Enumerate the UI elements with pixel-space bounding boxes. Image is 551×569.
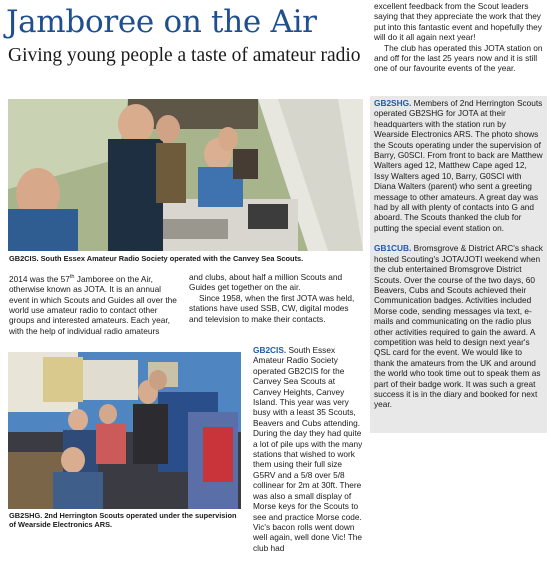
top-right-text [374,1,546,74]
intro-col2-paragraph-1: and clubs, about half a million Scouts and Guides get together on the air. [189,272,343,293]
photo-canvey-scouts-image [8,99,363,251]
intro-column-1 [9,272,177,336]
gb2cis-head: GB2CIS. [253,345,287,355]
top-right-paragraph-2: The club has operated this JOTA station on and off for the last 25 years now and it is still one of our favourite events of the year. [374,42,543,74]
caption-photo-2: GB2SHG. 2nd Herrington Scouts operated under the supervision of Wearside Electronics ARS. [9,511,237,530]
article-subtitle: Giving young people a taste of amateur radio [8,45,361,66]
photo-herrington-scouts-image [8,352,241,509]
photo-herrington-scouts [8,352,241,509]
caption-photo-1: GB2CIS. South Essex Amateur Radio Society operated with the Canvey Sea Scouts. [9,254,304,263]
intro-col1-sup: th [69,274,75,280]
intro-column-2 [189,272,361,324]
intro-col2-paragraph-2: Since 1958, when the first JOTA was held, stations have used SSB, CW, digital modes and television to make their contacts. [189,292,355,324]
sidebar-gb2shg-text: Members of 2nd Herrington Scouts operated GB2SHG for JOTA at their headquarters with the station run by Wearside Electronics ARS. The photo shows the Scouts operating under the supervision of Barry, G0SCI. From front to back are Matthew Walters aged 12, Matthew Cape aged 12, Issy Walters aged 10, Barry, G0SCI with Diana Walters (parent) who sent a greeting message to other amateurs. A great day was had by all with plenty of contacts into G and aboard. The Scouts thanked the club for putting the special event station on. [374,98,543,233]
gb2cis-text: South Essex Amateur Radio Society operated GB2CIS for the Canvey Sea Scouts at Canvey Heights, Canvey Island. This year was very busy with a least 35 Scouts, Beavers and Cubs attending. During the day they had quite a lot of pile ups with the many stations that wished to work them using their full size G5RV and a 5/8 over 5/8 collinear for 2m at 30ft. There was also a small display of Morse keys for the Scouts to see and practice Morse code. Vic's bacon rolls went down well again, well done Vic! The club had [253,345,363,553]
sidebar-gb1cub-head: GB1CUB. [374,243,412,254]
intro-col1-b: Jamboree on the Air, otherwise known as JOTA. It is an annual event in which Scouts and Guides all over the world use amateur radio to contact other groups and interested amateurs. Each year, with the help of individual radio amateurs [9,273,177,336]
intro-col1-a: 2014 was the 57 [9,273,70,284]
sidebar-gb2shg [374,98,543,233]
sidebar-box [370,96,547,433]
gb2cis-column [253,345,365,553]
sidebar-gb1cub-text: Bromsgrove & District ARC's shack hosted Scouting's JOTA/JOTI weekend when the club entertained Bromsgrove District Scouts. Over the course of the two days, 60 Beavers, Cubs and Scouts achieved their Communication badges. Activities included Morse code, sending messages via text, e-mails and communicating on the radio plus other activities required to gain the award. A competition was held to design next year's QSL card for the event. We would like to thank the amateurs from the UK and around the world who took time out to speak them as part of their badge work. It was such a great success it is in the diary and booked for next year. [374,243,543,410]
sidebar-gb1cub [374,243,543,410]
sidebar-gb2shg-head: GB2SHG. [374,98,412,108]
article-title: Jamboree on the Air [6,4,317,40]
top-right-paragraph-1: excellent feedback from the Scout leaders saying that they appreciate the work that they put into this fantastic event and hopefully they will do it all again next year! [374,1,542,43]
photo-canvey-scouts [8,99,363,251]
